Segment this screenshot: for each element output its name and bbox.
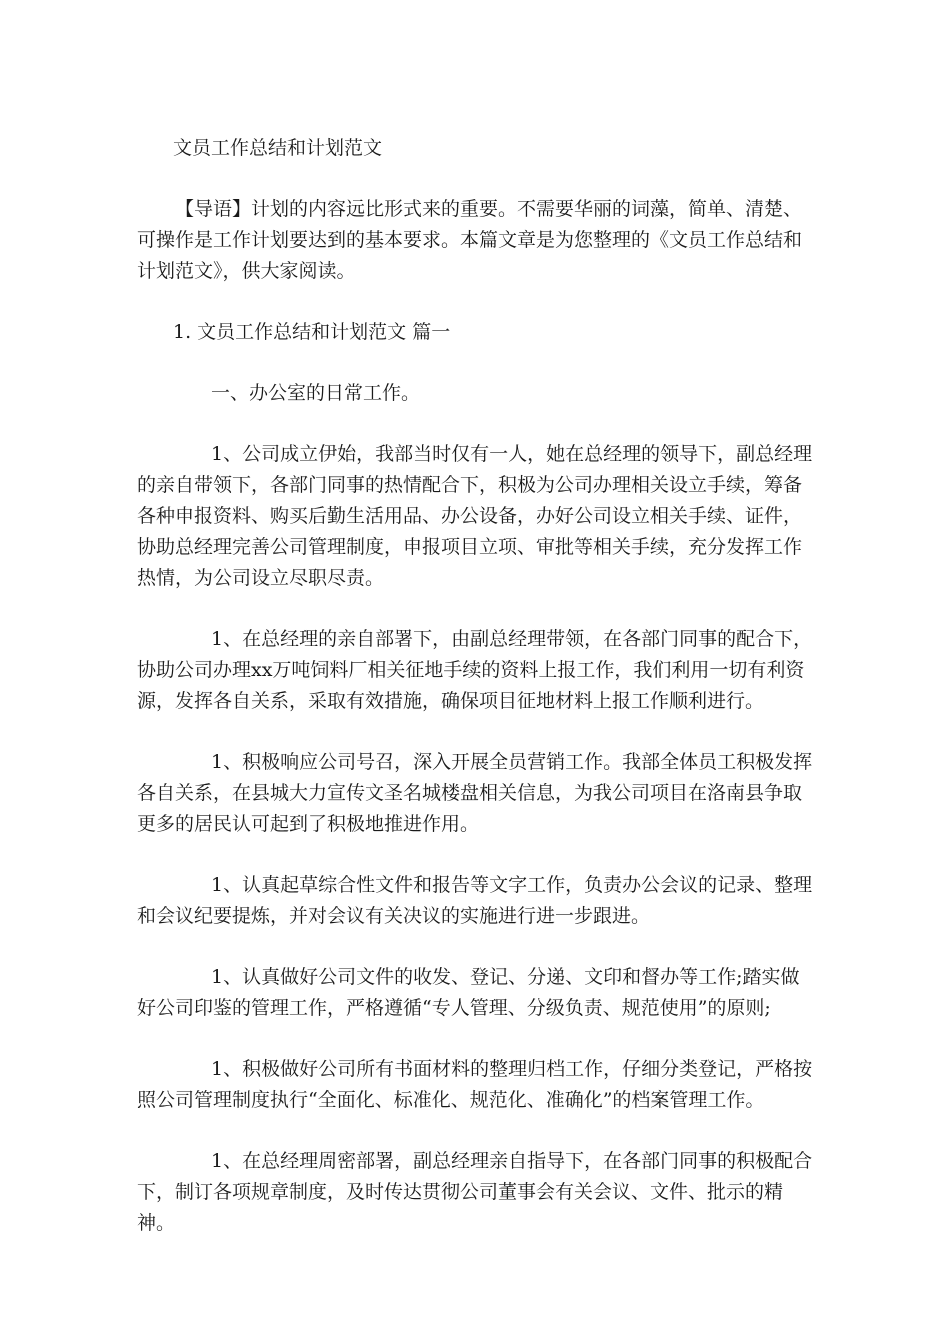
body-paragraph-3: 1、积极响应公司号召，深入开展全员营销工作。我部全体员工积极发挥各自关系，在县城大力宣传文圣名城楼盘相关信息，为我公司项目在洛南县争取更多的居民认可起到了积极地推进作用。: [137, 751, 813, 835]
body-paragraph-4: 1、认真起草综合性文件和报告等文字工作，负责办公会议的记录、整理和会议纪要提炼，并对会议有关决议的实施进行进一步跟进。: [137, 874, 813, 927]
body-paragraph-7: 1、在总经理周密部署，副总经理亲自指导下，在各部门同事的积极配合下，制订各项规章制度，及时传达贯彻公司董事会有关会议、文件、批示的精神。: [137, 1150, 813, 1234]
sub-heading: 一、办公室的日常工作。: [211, 382, 421, 404]
document-body: [137, 133, 817, 1269]
document-title: 文员工作总结和计划范文: [173, 137, 383, 159]
section-heading: 1. 文员工作总结和计划范文 篇一: [173, 321, 451, 343]
body-paragraph-1: 1、公司成立伊始，我部当时仅有一人，她在总经理的领导下，副总经理的亲自带领下，各部门同事的热情配合下，积极为公司办理相关设立手续，筹备各种申报资料、购买后勤生活用品、办公设备，办好公司设立相关手续、证件，协助总经理完善公司管理制度，申报项目立项、审批等相关手续，充分发挥工作热情，为公司设立尽职尽责。: [137, 443, 813, 589]
body-paragraph-6: 1、积极做好公司所有书面材料的整理归档工作，仔细分类登记，严格按照公司管理制度执行“全面化、标准化、规范化、准确化”的档案管理工作。: [137, 1058, 813, 1111]
body-paragraph-2: 1、在总经理的亲自部署下，由副总经理带领，在各部门同事的配合下，协助公司办理xx万吨饲料厂相关征地手续的资料上报工作，我们利用一切有利资源，发挥各自关系，采取有效措施，确保项目征地材料上报工作顺利进行。: [137, 628, 813, 712]
body-paragraph-5: 1、认真做好公司文件的收发、登记、分递、文印和督办等工作;踏实做好公司印鉴的管理工作，严格遵循“专人管理、分级负责、规范使用”的原则;: [137, 966, 800, 1019]
intro-paragraph: 【导语】计划的内容远比形式来的重要。不需要华丽的词藻，简单、清楚、可操作是工作计划要达到的基本要求。本篇文章是为您整理的《文员工作总结和计划范文》，供大家阅读。: [137, 198, 803, 282]
